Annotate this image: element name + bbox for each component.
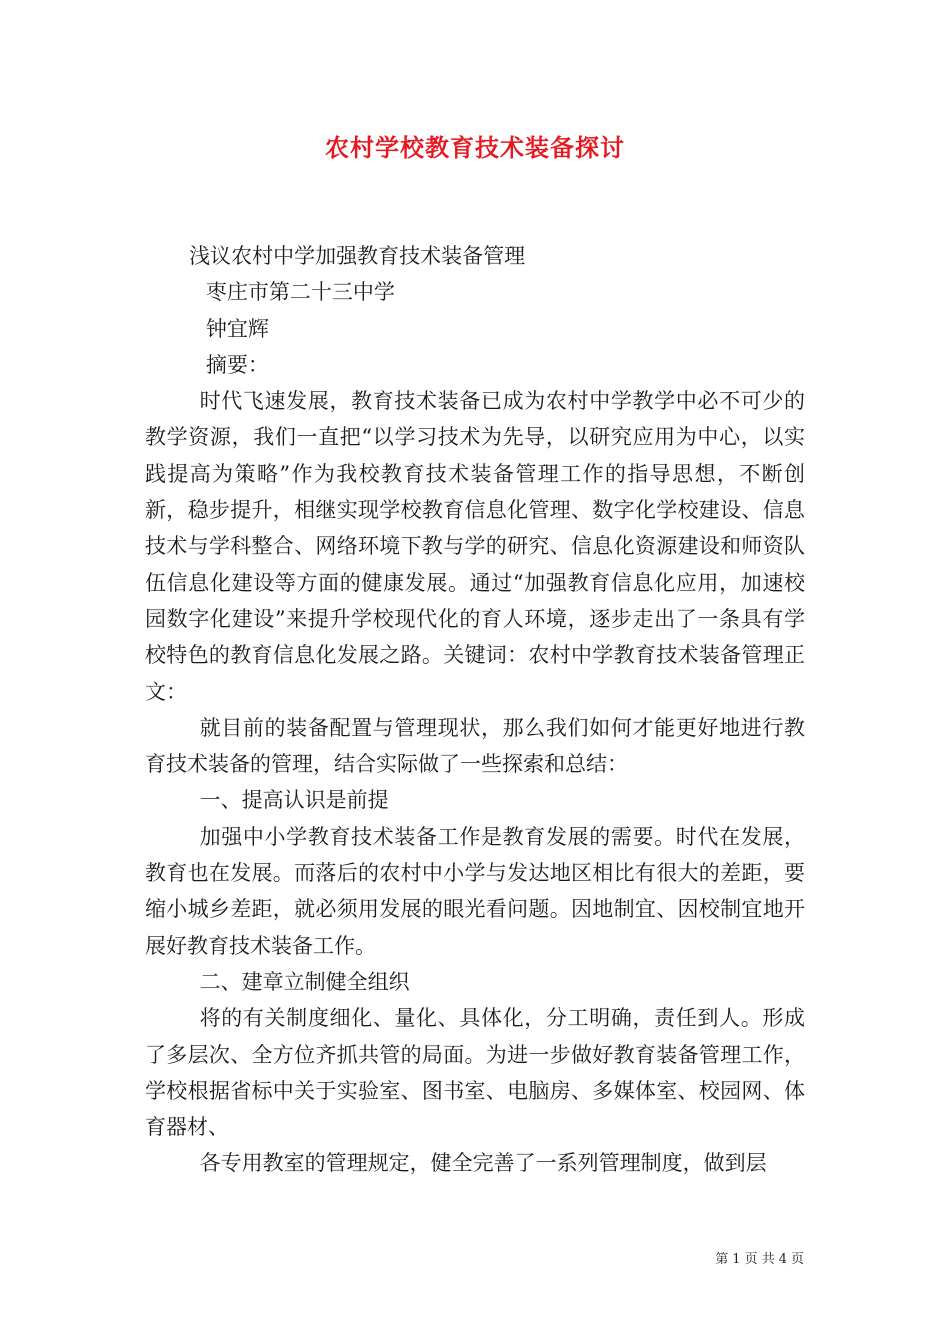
footer-middle: 页 共 [744,1252,775,1267]
section-heading-1: 一、提高认识是前提 [199,788,389,813]
author-name: 钟宜辉 [205,316,269,341]
paragraph-section-1: 加强中小学教育技术装备工作是教育发展的需要。时代在发展，教育也在发展。而落后的农村中小学与发达地区相比有很大的差距，要缩小城乡差距，就必须用发展的眼光看问题。因地制宜、因校制宜地开展好教育技术装备工作。 [145,824,805,958]
school-name: 枣庄市第二十三中学 [205,280,395,305]
paragraph-abstract: 时代飞速发展，教育技术装备已成为农村中学教学中必不可少的教学资源，我们一直把“以学习技术为先导，以研究应用为中心，以实践提高为策略”作为我校教育技术装备管理工作的指导思想，不断创新，稳步提升，相继实现学校教育信息化管理、数字化学校建设、信息技术与学科整合、网络环境下教与学的研究、信息化资源建设和师资队伍信息化建设等方面的健康发展。通过“加强教育信息化应用，加速校园数字化建设”来提升学校现代化的育人环境，逐步走出了一条具有学校特色的教育信息化发展之路。关键词：农村中学教育技术装备管理正文： [145,389,805,704]
paragraph-intro: 就目前的装备配置与管理现状，那么我们如何才能更好地进行教育技术装备的管理，结合实际做了一些探索和总结： [145,715,805,777]
footer-current-page: 1 [732,1252,741,1267]
document-title: 农村学校教育技术装备探讨 [325,133,625,162]
paragraph-section-2: 将的有关制度细化、量化、具体化，分工明确，责任到人。形成了多层次、全方位齐抓共管的局面。为进一步做好教育装备管理工作，学校根据省标中关于实验室、图书室、电脑房、多媒体室、校园网、体育器材、 [145,1006,805,1140]
footer-suffix: 页 [790,1252,804,1267]
section-heading-2: 二、建章立制健全组织 [199,969,410,994]
footer-prefix: 第 [715,1252,729,1267]
footer-total-pages: 4 [778,1252,787,1267]
paragraph-section-2-continued: 各专用教室的管理规定，健全完善了一系列管理制度，做到层 [199,1151,767,1176]
abstract-label: 摘要： [205,352,269,377]
page-footer [713,1248,806,1267]
article-subtitle: 浅议农村中学加强教育技术装备管理 [189,244,526,268]
document-body [145,238,805,1182]
